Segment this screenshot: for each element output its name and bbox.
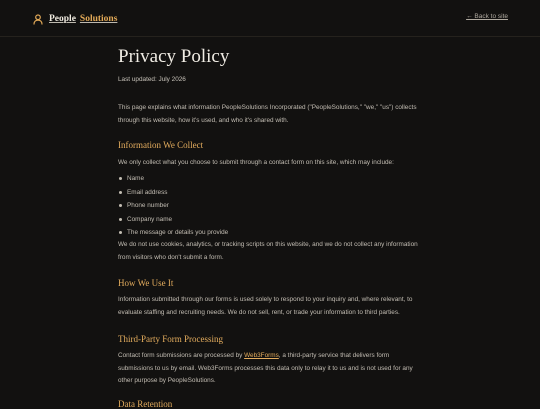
list-item: Phone number [118,199,228,213]
page-title: Privacy Policy [118,46,230,67]
section-heading-collect: Information We Collect [118,140,204,150]
third-party-text-end: , a third-party service that delivers form submissions to us by email. Web3Forms processes this data only to relay it to us and is not used for any other purpose by PeopleSolutions. [118,352,413,384]
collect-note: We do not use cookies, analytics, or tracking scripts on this website, and we do not collect any information from visitors who don't submit a form. [118,241,418,261]
site-header [0,0,540,37]
logo-text-solutions: Solutions [79,14,118,24]
list-item: Name [118,172,228,186]
section-heading-use: How We Use It [118,278,174,288]
collected-info-list [118,172,228,240]
list-item: Email address [118,186,228,200]
list-item: The message or details you provide [118,226,228,240]
third-party-paragraph [118,350,420,388]
use-paragraph: Information submitted through our forms is used solely to respond to your inquiry and, where relevant, to evaluate staffing and recruiting needs. We do not sell, rent, or trade your information to third parties. [118,296,413,316]
back-to-site-link[interactable]: ← Back to site [466,13,508,20]
last-updated: Last updated: July 2026 [118,76,186,83]
collect-lead: We only collect what you choose to submit through a contact form on this site, which may include: [118,159,394,166]
intro-paragraph: This page explains what information PeopleSolutions Incorporated ("PeopleSolutions," "we," "us") collects through this website, how it's used, and who it's shared with. [118,104,417,124]
person-icon [33,14,43,25]
site-logo[interactable] [33,12,117,26]
logo-text-people: People [49,14,76,24]
web3forms-link[interactable]: Web3Forms [244,352,279,359]
section-heading-retention: Data Retention [118,399,173,409]
third-party-text-start: Contact form submissions are processed by [118,352,245,359]
list-item: Company name [118,213,228,227]
section-heading-third-party: Third-Party Form Processing [118,334,223,344]
